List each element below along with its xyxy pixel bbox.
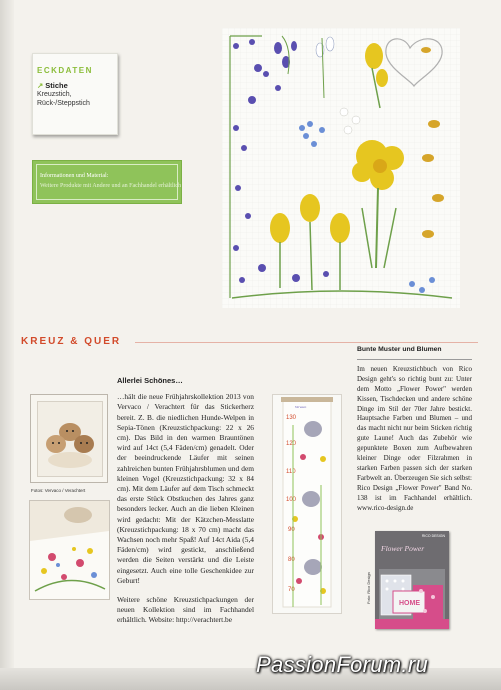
growth-chart-illustration	[273, 395, 341, 613]
eckdaten-line-1: Kreuzstich,	[37, 91, 72, 98]
book-title: Flower Power	[381, 544, 425, 553]
article-allerlei-paragraph-2: Weitere schöne Kreuzstichpackungen der neuen Kollektion sind im Fachhandel erhältlich. Website: http://verachtert.be	[117, 595, 254, 625]
table-runner-photo	[29, 500, 110, 600]
growth-mark-70: 70	[288, 587, 295, 593]
photo-credit-rico: Foto: Rico Design	[366, 572, 371, 604]
growth-mark-120: 120	[286, 441, 297, 447]
eckdaten-title: ECKDATEN	[37, 66, 93, 75]
puppies-frame-photo	[30, 394, 108, 483]
info-box-border	[36, 164, 178, 200]
page-spine	[0, 0, 14, 690]
article-bunte-muster	[357, 345, 472, 514]
info-box-title: Informationen und Material:	[40, 173, 109, 179]
book-publisher-logo: RICO DESIGN	[421, 534, 445, 538]
eckdaten-heading	[37, 81, 68, 90]
article-allerlei-paragraph-1: …hält die neue Frühjahrskollektion 2013 von Vervaco / Verachtert für das Stickerherz bereit. Z. B. die niedlichen Hunde-Welpen in Sepia-Tönen (Kreuzstichpackung: 22 x 26 cm). Das Bild in den warmen Brauntönen wird auf 14ct (5,4 Fäden/cm) genadelt. Oder der beeindruckende Läufer mit seinen zahlreichen bunten Frühjahrsblumen und dem kleinen Vogel (Kreuzstichpackung: 32 x 84 cm). Mit dem Läufer auf dem Tisch schmeckt das erste Stück Obstkuchen des Jahres ganz besonders lecker. Auch an die lieben Kleinen wird gedacht: Mit der Kätzchen-Messlatte (Kreuzstichpackung: 18 x 70 cm) macht das Wachsen noch mehr Spaß! Auf 14ct Aida (5,4 Fäden/cm) wird gestickt, anschließend werden die Seiten verstärkt und die Leiste eingesetzt. Auch eine tolle Geschenkidee zur Geburt!	[117, 392, 254, 585]
growth-mark-90: 90	[288, 527, 295, 533]
book-cushion-label: HOME	[399, 600, 420, 607]
photo-credit-vervaco: Fotos: Vervaco / Verachtert	[31, 488, 86, 493]
growth-mark-80: 80	[288, 557, 295, 563]
article-allerlei-title: Allerlei Schönes…	[117, 376, 183, 385]
article-bunte-muster-text: Im neuen Kreuzstichbuch von Rico Design geht's so richtig bunt zu: Unter dem Motto „Flower Power" werden Kissen, Tischdecken und andere schöne Dinge im Stil der 70er Jahre bestickt. Hauptsache Farben und Blumen – und das macht nicht nur beim Sticken richtig gute Laune! Auch das Zubehör wie gepunktete Boxen zum Aufbewahren kleiner Dinge oder Filzrahmen in starken Farben passen sich der starken Farbwelt an. Überzeugen Sie sich selbst: Rico Design „Flower Power" Band No. 138 ist im Fachhandel erhältlich. www.rico-design.de	[357, 364, 472, 512]
cross-stitch-pattern-image	[222, 28, 460, 308]
article-allerlei	[117, 376, 254, 635]
growth-mark-110: 110	[286, 469, 296, 475]
flower-power-book-cover	[375, 531, 449, 629]
kitten-growth-chart-image	[272, 394, 342, 614]
eckdaten-line-2: Rück-/Steppstich	[37, 100, 90, 107]
section-title: KREUZ & QUER	[21, 336, 122, 347]
section-divider	[135, 342, 478, 343]
growth-chart-brand: Vervaco	[295, 405, 307, 409]
puppies-illustration	[38, 402, 102, 476]
table-runner-illustration	[30, 501, 109, 599]
puppies-picture	[37, 401, 103, 477]
info-box	[32, 160, 182, 204]
info-box-text: Weitere Produkte mit Andere und an Fachhandel erhältlich	[40, 183, 181, 189]
arrow-icon: ↗	[37, 81, 44, 90]
growth-mark-130: 130	[286, 415, 297, 421]
growth-mark-100: 100	[286, 497, 297, 503]
eckdaten-heading-text: Stiche	[45, 81, 68, 90]
flower-pattern-illustration	[222, 28, 460, 308]
watermark-text: PassionForum.ru	[256, 652, 429, 677]
eckdaten-card	[32, 53, 118, 135]
article-bunte-muster-title: Bunte Muster und Blumen	[357, 345, 472, 360]
